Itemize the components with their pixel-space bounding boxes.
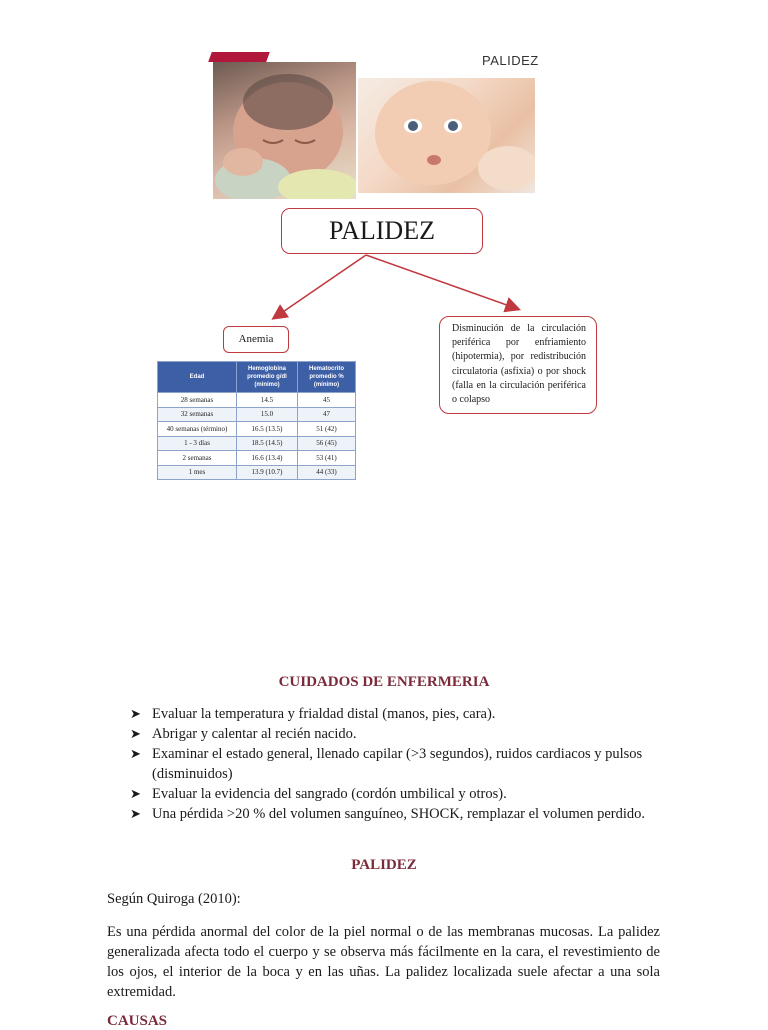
table-cell: 53 (41) (298, 451, 356, 466)
photo-caption: PALIDEZ (482, 53, 539, 68)
definition-paragraph: Es una pérdida anormal del color de la piel normal o de las membranas mucosas. La palidez generalizada afecta todo el cuerpo y se observa más fácilmente en la cara, el revestimiento de los ojos, el interior de la boca y en las uñas. La palidez localizada suele afectar a una sola extremidad. (107, 924, 660, 1000)
arrow-bullet-icon: ➤ (130, 726, 141, 741)
table-cell: 40 semanas (término) (158, 422, 237, 437)
arrow-bullet-icon: ➤ (130, 806, 141, 821)
diagram-main-node: PALIDEZ (281, 208, 483, 254)
table-cell: 28 semanas (158, 393, 237, 408)
arrow-bullet-icon: ➤ (130, 706, 141, 721)
list-item (130, 724, 670, 744)
table-row (158, 393, 356, 408)
citation: Según Quiroga (2010): (107, 891, 241, 907)
table-cell: 16.5 (13.5) (237, 422, 298, 437)
table-cell: 13.9 (10.7) (237, 465, 298, 480)
care-heading: CUIDADOS DE ENFERMERIA (278, 674, 490, 690)
table-cell: 51 (42) (298, 422, 356, 437)
table-cell: 15.0 (237, 407, 298, 422)
list-item (130, 804, 670, 824)
diagram-node-anemia: Anemia (223, 326, 289, 353)
table-row (158, 436, 356, 451)
arrow-bullet-icon: ➤ (130, 746, 141, 761)
table-row (158, 451, 356, 466)
diagram-node-circulation: Disminución de la circulación periférica por enfriamiento (hipotermia), por redistribución circulatoria (asfixia) o por shock (falla en la circulación periférica o colapso (439, 316, 597, 414)
table-header-row (158, 362, 356, 393)
list-item (130, 784, 670, 804)
column-header: Edad (158, 362, 237, 393)
table-cell: 47 (298, 407, 356, 422)
column-header: Hematocrito promedio % (mínimo) (298, 362, 356, 393)
arrow-bullet-icon: ➤ (130, 786, 141, 801)
table-cell: 16.6 (13.4) (237, 451, 298, 466)
table-cell: 2 semanas (158, 451, 237, 466)
list-item-text: Una pérdida >20 % del volumen sanguíneo, SHOCK, remplazar el volumen perdido. (152, 806, 645, 822)
hemoglobin-table (157, 361, 356, 480)
table-row (158, 422, 356, 437)
list-item-text: Evaluar la temperatura y frialdad distal (manos, pies, cara). (152, 706, 496, 722)
table-row (158, 465, 356, 480)
table-cell: 1 mes (158, 465, 237, 480)
table-cell: 32 semanas (158, 407, 237, 422)
causes-heading: CAUSAS (107, 1013, 168, 1029)
list-item-text: Abrigar y calentar al recién nacido. (152, 726, 357, 742)
table-cell: 44 (33) (298, 465, 356, 480)
table-row (158, 407, 356, 422)
table-cell: 45 (298, 393, 356, 408)
section-heading: PALIDEZ (351, 857, 417, 873)
table-cell: 18.5 (14.5) (237, 436, 298, 451)
list-item-text: Examinar el estado general, llenado capilar (>3 segundos), ruidos cardiacos y pulsos (disminuidos) (152, 746, 643, 782)
table-cell: 56 (45) (298, 436, 356, 451)
list-item-text: Evaluar la evidencia del sangrado (cordón umbilical y otros). (152, 786, 507, 802)
care-list (130, 704, 670, 824)
list-item (130, 704, 670, 724)
table-cell: 1 - 3 días (158, 436, 237, 451)
column-header: Hemoglobina promedio g/dl (mínimo) (237, 362, 298, 393)
table-cell: 14.5 (237, 393, 298, 408)
list-item (130, 744, 670, 784)
